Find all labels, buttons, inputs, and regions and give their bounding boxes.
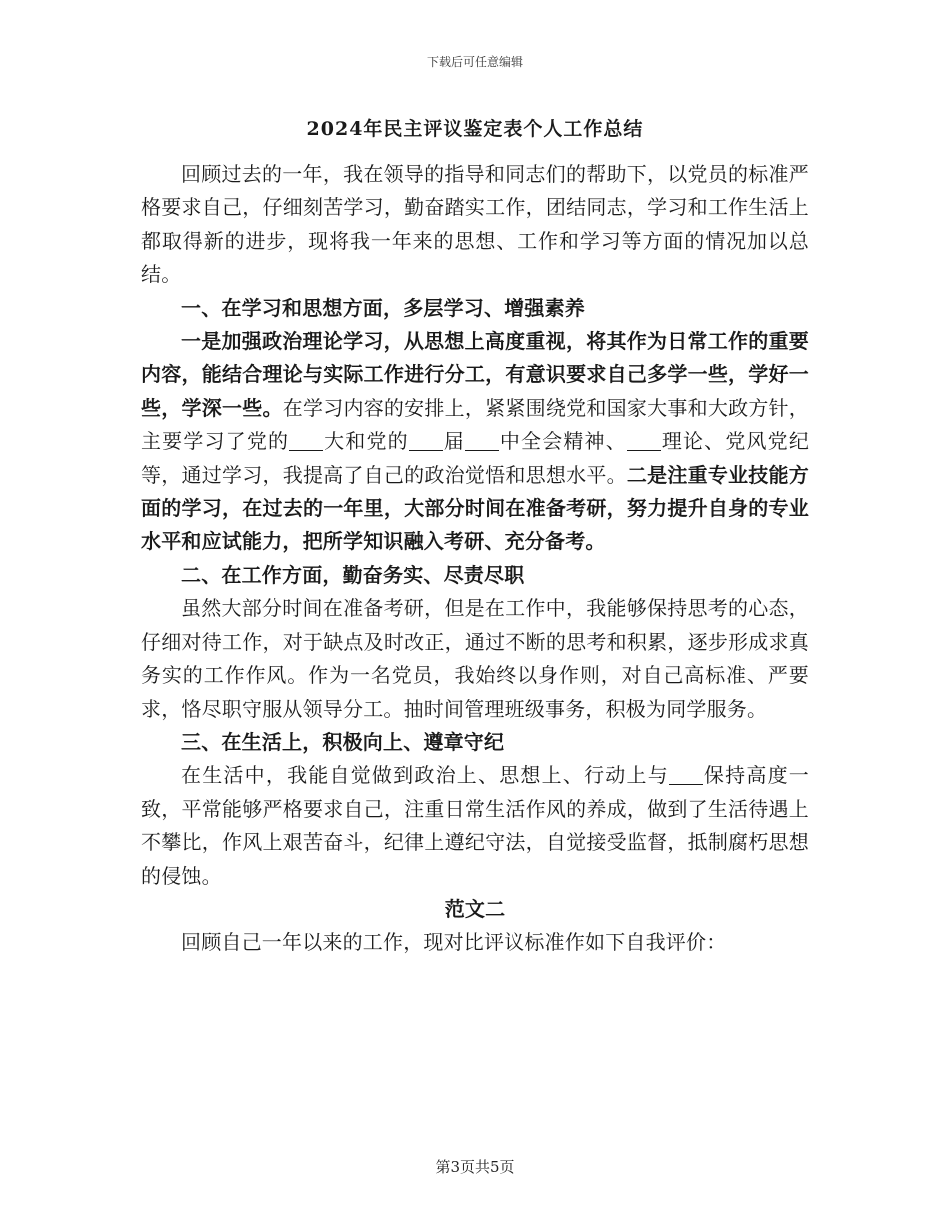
study-text-c: 届: [442, 429, 465, 454]
life-text-a: 在生活中，我能自觉做到政治上、思想上、行动上与: [181, 763, 669, 788]
header-note: 下载后可任意编辑: [426, 55, 523, 69]
study-bold-lead: 一是加强政治理论学习，从思想上高度重视，将其作为日常工作的重要内容，能结合理论与实际工作进行分工，有意识要求自己多学一些，学好一些，学深一些。: [141, 329, 809, 420]
blank-line: [669, 764, 703, 785]
study-text-b: 大和党的: [323, 429, 409, 454]
blank-line: [289, 430, 323, 451]
section-heading-3: 三、在生活上，积极向上、遵章守纪: [181, 729, 505, 754]
blank-line: [627, 430, 661, 451]
document-body: [141, 158, 809, 960]
study-bold-tail: 二是注重专业技能方面的学习，在过去的一年里，大部分时间在准备考研，努力提升自身的专业水平和应试能力，把所学知识融入考研、充分备考。: [141, 462, 809, 554]
blank-line: [409, 430, 443, 451]
life-text-b: 保持高度一致，平常能够严格要求自己，注重日常生活作风的养成，做到了生活待遇上不攀比，作风上艰苦奋斗，纪律上遵纪守法，自觉接受监督，抵制腐朽思想的侵蚀。: [141, 763, 809, 888]
study-text-a: 在学习内容的安排上，紧紧围绕党和国家大事和大政方针，主要学习了党的: [141, 395, 810, 454]
intro-paragraph: 回顾过去的一年，我在领导的指导和同志们的帮助下，以党员的标准严格要求自己，仔细刻苦学习，勤奋踏实工作，团结同志，学习和工作生活上都取得新的进步，现将我一年来的思想、工作和学习等方面的情况加以总结。: [141, 162, 809, 287]
page-number: 第3页共5页: [435, 1158, 515, 1176]
section-heading-1: 一、在学习和思想方面，多层学习、增强素养: [181, 295, 585, 320]
section-title-2: 范文二: [444, 896, 506, 921]
study-text-d: 中全会精神、: [498, 429, 627, 454]
study-paragraph: [141, 325, 809, 559]
review-paragraph: 回顾自己一年以来的工作，现对比评议标准作如下自我评价：: [181, 930, 727, 955]
section-heading-2: 二、在工作方面，勤奋务实、尽责尽职: [181, 562, 525, 587]
document-title: 2024年民主评议鉴定表个人工作总结: [306, 118, 644, 140]
life-paragraph: [141, 759, 809, 893]
blank-line: [465, 430, 499, 451]
work-paragraph: 虽然大部分时间在准备考研，但是在工作中，我能够保持思考的心态，仔细对待工作，对于缺点及时改正，通过不断的思考和积累，逐步形成求真务实的工作作风。作为一名党员，我始终以身作则，对自己高标准、严要求，恪尽职守服从领导分工。抽时间管理班级事务，积极为同学服务。: [141, 596, 809, 721]
study-text-e: 理论、党风党纪等，通过学习，我提高了自己的政治觉悟和思想水平。: [141, 429, 810, 487]
